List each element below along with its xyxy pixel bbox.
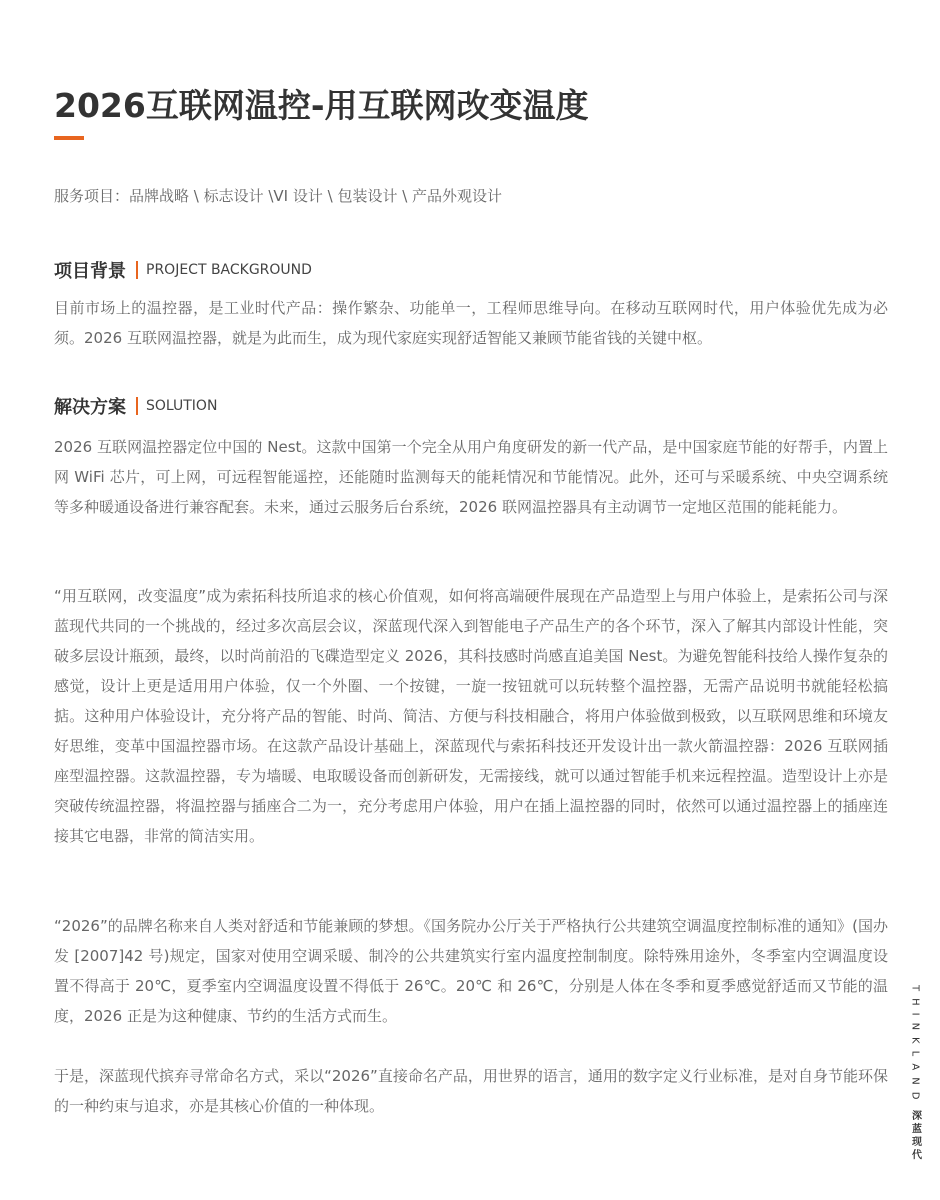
background-paragraph: 目前市场上的温控器，是工业时代产品：操作繁杂、功能单一，工程师思维导向。在移动互联网时代，用户体验优先成为必须。2026 互联网温控器，就是为此而生，成为现代家庭实现舒适智能又兼顾节能省钱的关键中枢。 [54,299,888,347]
brand-name-cn: 深蓝现代 [909,1110,921,1163]
title-accent-bar [54,136,84,140]
brand-name-en: THINKLAND [909,985,921,1107]
section-heading-background [54,257,312,283]
solution-paragraph-3: “2026”的品牌名称来自人类对舒适和节能兼顾的梦想。《国务院办公厅关于严格执行公共建筑空调温度控制标准的通知》(国办发 [2007]42 号)规定，国家对使用空调采暖、制冷的公共建筑实行室内温度控制制度。除特殊用途外，冬季室内空调温度设置不得高于 20℃，夏季室内空调温度设置不得低于 26℃。20℃ 和 26℃，分别是人体在冬季和夏季感觉舒适而又节能的温度，2026 正是为这种健康、节约的生活方式而生。 [54,917,888,1025]
section-heading-en: PROJECT BACKGROUND [146,262,312,278]
heading-divider [136,397,138,415]
section-heading-solution [54,393,217,419]
solution-paragraph-4: 于是，深蓝现代摈弃寻常命名方式，采以“2026”直接命名产品，用世界的语言，通用的数字定义行业标准，是对自身节能环保的一种约束与追求，亦是其核心价值的一种体现。 [54,1067,888,1115]
page-title: 2026互联网温控-用互联网改变温度 [54,86,589,125]
solution-paragraph-1: 2026 互联网温控器定位中国的 Nest。这款中国第一个完全从用户角度研发的新一代产品，是中国家庭节能的好帮手，内置上网 WiFi 芯片，可上网，可远程智能遥控，还能随时监测每天的能耗情况和节能情况。此外，还可与采暖系统、中央空调系统等多种暖通设备进行兼容配套。未来，通过云服务后台系统，2026 联网温控器具有主动调节一定地区范围的能耗能力。 [54,438,888,516]
services-list: 服务项目：品牌战略 \ 标志设计 \VI 设计 \ 包装设计 \ 产品外观设计 [54,187,503,205]
section-heading-cn: 项目背景 [54,261,126,282]
section-heading-en: SOLUTION [146,398,218,414]
section-heading-cn: 解决方案 [54,397,126,418]
heading-divider [136,261,138,279]
solution-paragraph-2: “用互联网，改变温度”成为索拓科技所追求的核心价值观，如何将高端硬件展现在产品造型上与用户体验上，是索拓公司与深蓝现代共同的一个挑战的，经过多次高层会议，深蓝现代深入到智能电子产品生产的各个环节，深入了解其内部设计性能，突破多层设计瓶颈，最终，以时尚前沿的飞碟造型定义 2026，其科技感时尚感直追美国 Nest。为避免智能科技给人操作复杂的感觉，设计上更是适用用户体验，仅一个外圈、一个按键，一旋一按钮就可以玩转整个温控器，无需产品说明书就能轻松搞掂。这种用户体验设计，充分将产品的智能、时尚、简洁、方便与科技相融合，将用户体验做到极致，以互联网思维和环境友好思维，变革中国温控器市场。在这款产品设计基础上，深蓝现代与索拓科技还开发设计出一款火箭温控器：2026 互联网插座型温控器。这款温控器，专为墙暖、电取暖设备而创新研发，无需接线，就可以通过智能手机来远程控温。造型设计上亦是突破传统温控器，将温控器与插座合二为一，充分考虑用户体验，用户在插上温控器的同时，依然可以通过温控器上的插座连接其它电器，非常的简洁实用。 [54,587,888,845]
side-brand-logo [905,985,925,1162]
